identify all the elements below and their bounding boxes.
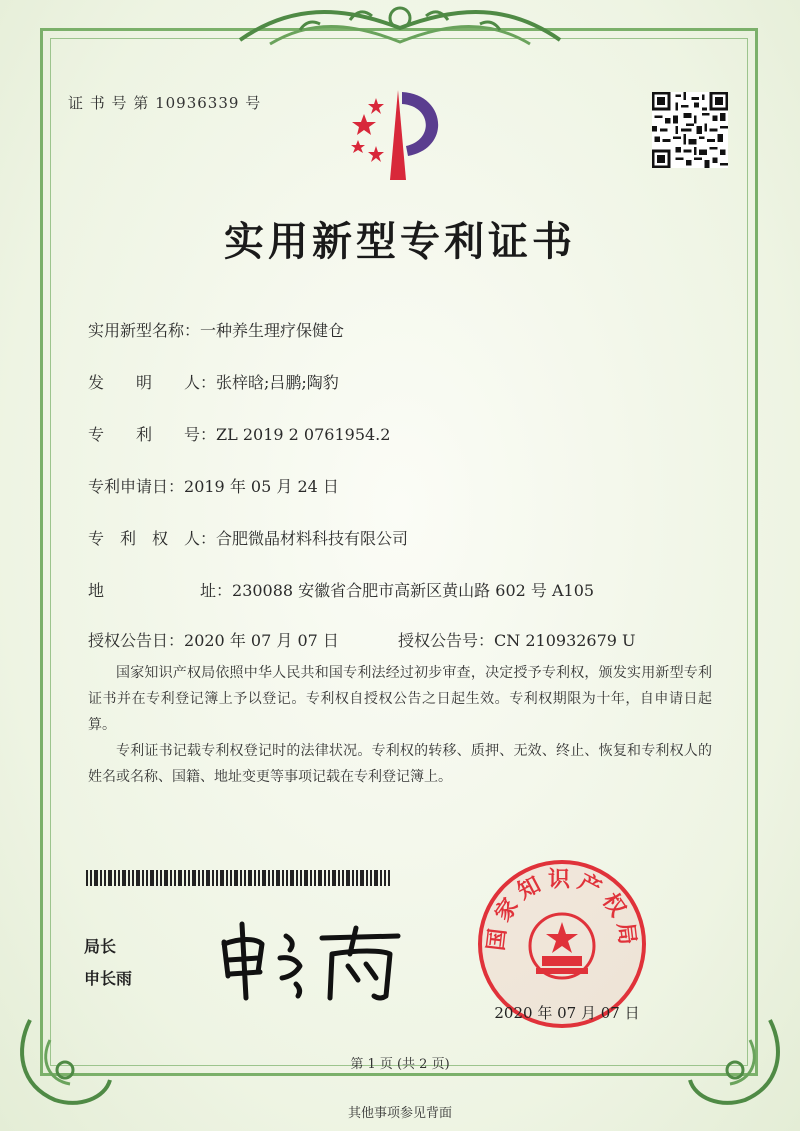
page-number: 第 1 页 (共 2 页) <box>350 1057 450 1072</box>
field-label: 实用新型名称： <box>88 321 201 340</box>
address-row <box>88 578 594 601</box>
qr-code <box>652 92 728 168</box>
field-label: 授权公告号： <box>398 631 495 650</box>
field-label: 专利申请日： <box>88 477 185 496</box>
application-date-row <box>88 474 339 497</box>
grant-announcement-number: CN 210932679 U <box>494 631 636 650</box>
utility-model-name: 一种养生理疗保健仓 <box>200 321 345 340</box>
grant-announcement-date: 2020 年 07 月 07 日 <box>184 631 339 650</box>
utility-model-name-row <box>88 318 344 341</box>
inventor-row <box>88 370 339 393</box>
director-signature <box>210 914 410 1006</box>
grant-date-row <box>88 628 339 651</box>
top-ornament <box>230 0 570 52</box>
field-label: 授权公告日： <box>88 631 185 650</box>
back-page-note: 其他事项参见背面 <box>347 1106 452 1121</box>
cnipa-logo-icon <box>336 84 456 184</box>
grant-number-row <box>398 628 636 651</box>
barcode <box>86 870 390 886</box>
svg-text:国家知识产权局: 国家知识产权局 <box>483 867 641 953</box>
field-label: 地 址： <box>88 581 233 600</box>
application-date: 2019 年 05 月 24 日 <box>184 477 339 496</box>
director-name: 申长雨 <box>84 969 133 988</box>
seal-date: 2020 年 07 月 07 日 <box>494 1004 640 1022</box>
address: 230088 安徽省合肥市高新区黄山路 602 号 A105 <box>232 581 595 600</box>
field-label: 专 利 号： <box>88 425 217 444</box>
patent-number: ZL 2019 2 0761954.2 <box>216 425 391 444</box>
field-label: 发 明 人： <box>88 373 217 392</box>
inventor-names: 张梓晗;吕鹏;陶豹 <box>216 373 339 392</box>
certificate-number: 证 书 号 第 10936339 号 <box>68 94 262 112</box>
patentee-row <box>88 526 408 549</box>
certificate-title: 实用新型专利证书 <box>224 218 576 265</box>
patent-number-row <box>88 422 390 445</box>
certificate-statement: 国家知识产权局依照中华人民共和国专利法经过初步审查，决定授予专利权，颁发实用新型专利证书并在专利登记簿上予以登记。专利权自授权公告之日起生效。专利权期限为十年，自申请日起算。 <box>88 665 712 733</box>
field-label: 专 利 权 人： <box>88 529 217 548</box>
legal-status-note: 专利证书记载专利权登记时的法律状况。专利权的转移、质押、无效、终止、恢复和专利权人的姓名或名称、国籍、地址变更等事项记载在专利登记簿上。 <box>88 743 712 785</box>
patentee-name: 合肥微晶材料科技有限公司 <box>216 529 409 548</box>
director-title: 局长 <box>84 937 117 956</box>
